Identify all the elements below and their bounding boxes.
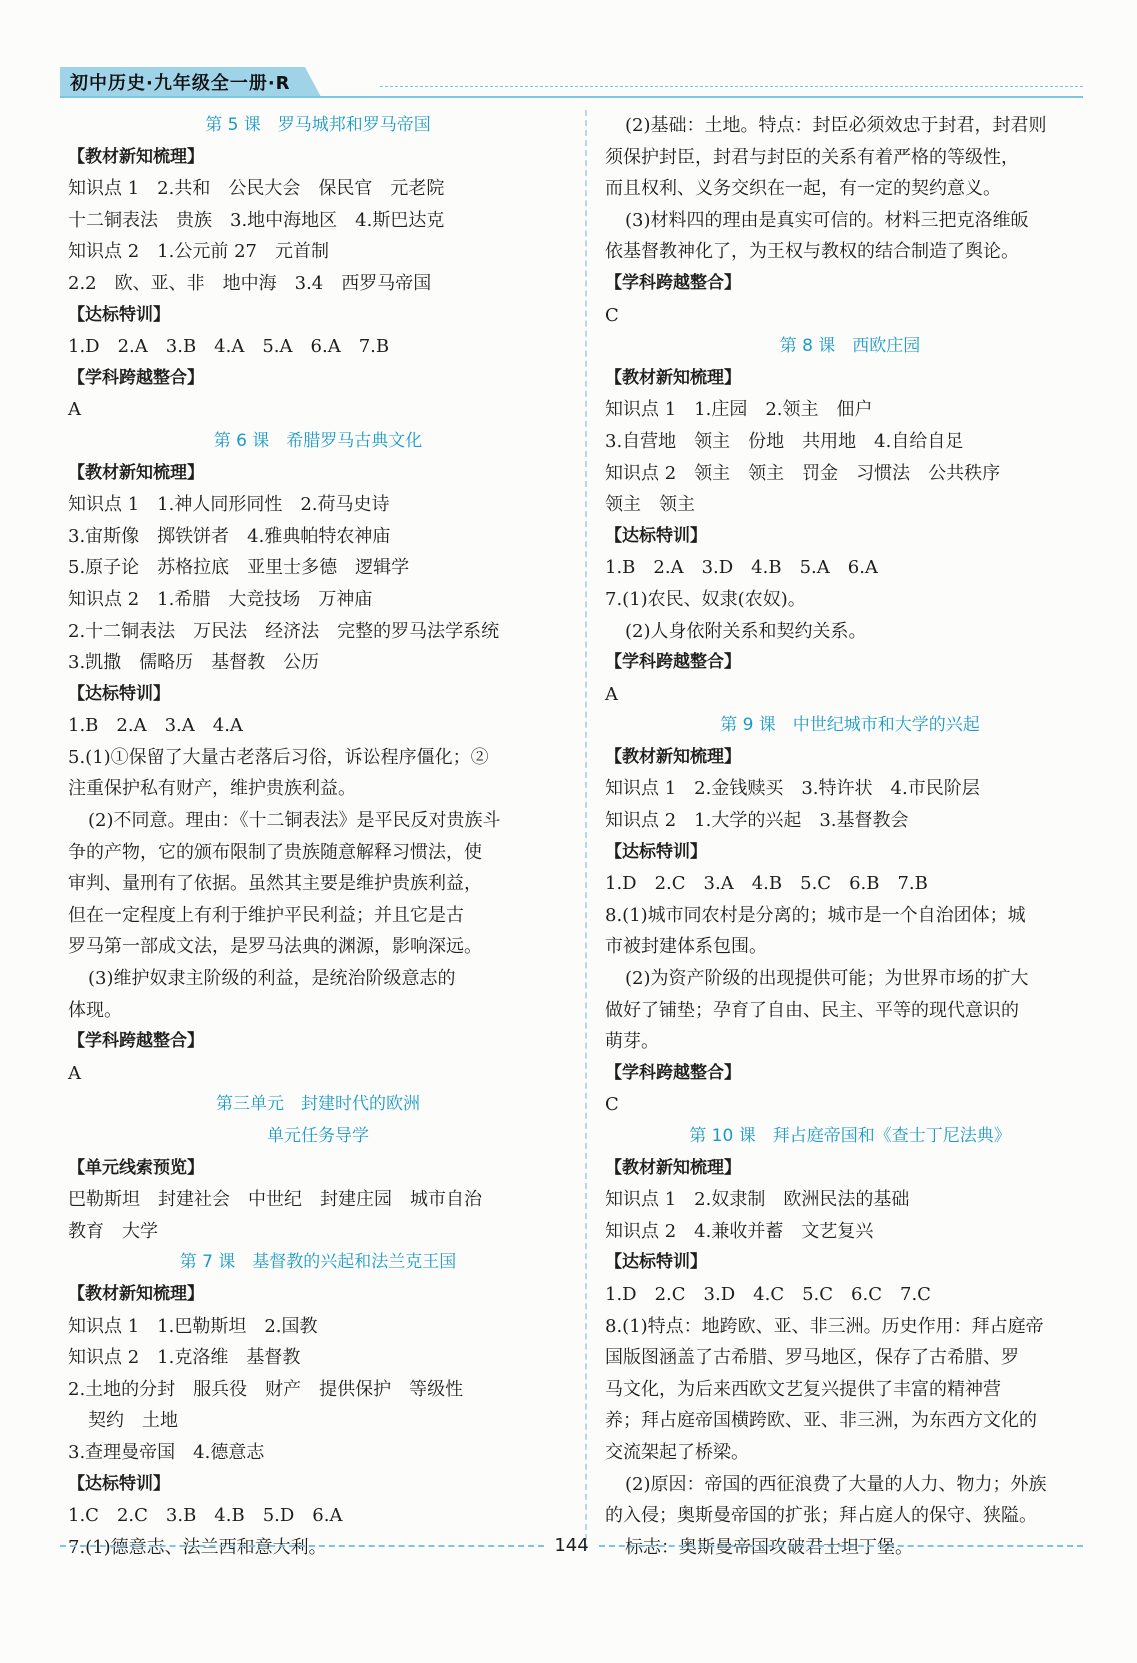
section-heading: 【教材新知梳理】 bbox=[605, 1157, 741, 1178]
answer-line: 5.(1)①保留了大量古老落后习俗，诉讼程序僵化；② bbox=[68, 746, 489, 768]
lesson-heading: 第 5 课 罗马城邦和罗马帝国 bbox=[205, 115, 431, 135]
answer-line: 3.凯撒 儒略历 基督教 公历 bbox=[68, 652, 320, 674]
answer-line: 8.(1)城市同农村是分离的；城市是一个自治团体；城 bbox=[605, 904, 1026, 926]
answer-line: 体现。 bbox=[68, 999, 122, 1021]
answer-line: A bbox=[68, 399, 81, 421]
section-heading: 【单元线索预览】 bbox=[68, 1157, 204, 1178]
answer-line: 争的产物，它的颁布限制了贵族随意解释习惯法，使 bbox=[68, 841, 482, 863]
right-column bbox=[605, 110, 1095, 1563]
answer-line: 知识点 1 1.巴勒斯坦 2.国教 bbox=[68, 1315, 318, 1337]
header-rule bbox=[60, 96, 1083, 98]
lesson-heading: 第 9 课 中世纪城市和大学的兴起 bbox=[720, 715, 980, 736]
answer-line: (2)人身依附关系和契约关系。 bbox=[625, 620, 867, 642]
answer-line: 1.D 2.C 3.D 4.C 5.C 6.C 7.C bbox=[605, 1283, 931, 1305]
answer-line: 知识点 1 2.金钱赎买 3.特许状 4.市民阶层 bbox=[605, 778, 980, 800]
answer-line: 做好了铺垫；孕育了自由、民主、平等的现代意识的 bbox=[605, 999, 1019, 1021]
book-title: 初中历史·九年级全一册·R bbox=[70, 73, 291, 94]
section-heading: 【学科跨越整合】 bbox=[605, 272, 741, 293]
section-heading: 【教材新知梳理】 bbox=[68, 462, 204, 483]
answer-line: 3.查理曼帝国 4.德意志 bbox=[68, 1441, 265, 1463]
section-heading: 【达标特训】 bbox=[68, 683, 170, 704]
answer-line: 罗马第一部成文法，是罗马法典的渊源，影响深远。 bbox=[68, 936, 482, 958]
section-heading: 【达标特训】 bbox=[605, 525, 707, 546]
answer-line: 2.土地的分封 服兵役 财产 提供保护 等级性 bbox=[68, 1378, 464, 1400]
column-divider bbox=[585, 110, 587, 1550]
left-column bbox=[68, 110, 568, 1563]
answer-line: 十二铜表法 贵族 3.地中海地区 4.斯巴达克 bbox=[68, 209, 445, 231]
answer-line: 知识点 2 4.兼收并蓄 文艺复兴 bbox=[605, 1220, 874, 1242]
lesson-heading: 第 10 课 拜占庭帝国和《查士丁尼法典》 bbox=[689, 1126, 1011, 1146]
lesson-heading: 第 6 课 希腊罗马古典文化 bbox=[213, 430, 423, 451]
answer-line: 1.B 2.A 3.A 4.A bbox=[68, 715, 243, 737]
section-heading: 【达标特训】 bbox=[605, 1252, 707, 1273]
header-bar bbox=[60, 67, 305, 97]
lesson-heading: 第 8 课 西欧庄园 bbox=[779, 336, 921, 357]
answer-line: (3)维护奴隶主阶级的利益，是统治阶级意志的 bbox=[88, 968, 456, 990]
answer-line: 知识点 2 1.大学的兴起 3.基督教会 bbox=[605, 810, 909, 832]
answer-line: 1.D 2.C 3.A 4.B 5.C 6.B 7.B bbox=[605, 873, 928, 895]
answer-line: 2.2 欧、亚、非 地中海 3.4 西罗马帝国 bbox=[68, 272, 432, 294]
answer-line: 知识点 1 2.共和 公民大会 保民官 元老院 bbox=[68, 178, 445, 200]
page-number: 144 bbox=[554, 1535, 589, 1556]
answer-line: 交流架起了桥梁。 bbox=[605, 1441, 749, 1463]
section-heading: 【达标特训】 bbox=[605, 841, 707, 862]
footer-rule-left bbox=[60, 1545, 544, 1547]
answer-line: C bbox=[605, 1094, 619, 1116]
answer-line: 知识点 1 1.庄园 2.领主 佃户 bbox=[605, 399, 873, 421]
answer-line: 1.D 2.A 3.B 4.A 5.A 6.A 7.B bbox=[68, 336, 390, 358]
lesson-heading: 第三单元 封建时代的欧洲 bbox=[216, 1094, 420, 1115]
answer-line: 审判、量刑有了依据。虽然其主要是维护贵族利益， bbox=[68, 873, 482, 895]
answer-line: 知识点 2 领主 领主 罚金 习惯法 公共秩序 bbox=[605, 462, 1001, 484]
section-heading: 【学科跨越整合】 bbox=[605, 1062, 741, 1083]
header-dashed-rule bbox=[380, 86, 1083, 87]
answer-line: 7.(1)德意志、法兰西和意大利。 bbox=[68, 1536, 327, 1558]
answer-line: 3.自营地 领主 份地 共用地 4.自给自足 bbox=[605, 430, 964, 452]
answer-line: C bbox=[605, 304, 619, 326]
answer-line: 知识点 2 1.克洛维 基督教 bbox=[68, 1347, 301, 1369]
answer-line: 知识点 2 1.公元前 27 元首制 bbox=[68, 241, 329, 263]
answer-line: 马文化，为后来西欧文艺复兴提供了丰富的精神营 bbox=[605, 1378, 1001, 1400]
answer-line: 注重保护私有财产，维护贵族利益。 bbox=[68, 778, 356, 800]
page-footer bbox=[60, 1535, 1083, 1556]
answer-line: 但在一定程度上有利于维护平民利益；并且它是古 bbox=[68, 904, 464, 926]
answer-line: 标志：奥斯曼帝国攻破君士坦丁堡。 bbox=[625, 1536, 913, 1558]
section-heading: 【学科跨越整合】 bbox=[605, 652, 741, 673]
section-heading: 【学科跨越整合】 bbox=[68, 367, 204, 388]
section-heading: 【达标特训】 bbox=[68, 1473, 170, 1494]
answer-line: 5.原子论 苏格拉底 亚里士多德 逻辑学 bbox=[68, 557, 410, 579]
section-heading: 【教材新知梳理】 bbox=[605, 746, 741, 767]
answer-line: 3.宙斯像 掷铁饼者 4.雅典帕特农神庙 bbox=[68, 525, 391, 547]
answer-line: 养；拜占庭帝国横跨欧、亚、非三洲，为东西方文化的 bbox=[605, 1410, 1037, 1432]
footer-rule-right bbox=[599, 1545, 1083, 1547]
answer-line: 巴勒斯坦 封建社会 中世纪 封建庄园 城市自治 bbox=[68, 1189, 482, 1211]
section-heading: 【达标特训】 bbox=[68, 304, 170, 325]
answer-line: 8.(1)特点：地跨欧、亚、非三洲。历史作用：拜占庭帝 bbox=[605, 1315, 1044, 1337]
answer-line: (3)材料四的理由是真实可信的。材料三把克洛维皈 bbox=[625, 209, 1029, 231]
answer-line: 契约 土地 bbox=[88, 1410, 178, 1432]
answer-line: 7.(1)农民、奴隶(农奴)。 bbox=[605, 588, 806, 610]
answer-line: 2.十二铜表法 万民法 经济法 完整的罗马法学系统 bbox=[68, 620, 500, 642]
answer-line: 领主 领主 bbox=[605, 494, 695, 516]
section-heading: 【学科跨越整合】 bbox=[68, 1031, 204, 1052]
answer-line: 教育 大学 bbox=[68, 1220, 158, 1242]
answer-line: 依基督教神化了，为王权与教权的结合制造了舆论。 bbox=[605, 241, 1019, 263]
answer-line: 的入侵；奥斯曼帝国的扩张；拜占庭人的保守、狭隘。 bbox=[605, 1505, 1037, 1527]
answer-line: 知识点 1 2.奴隶制 欧洲民法的基础 bbox=[605, 1189, 910, 1211]
answer-line: 知识点 1 1.神人同形同性 2.荷马史诗 bbox=[68, 494, 390, 516]
answer-line: 市被封建体系包围。 bbox=[605, 936, 767, 958]
section-heading: 【教材新知梳理】 bbox=[68, 1283, 204, 1304]
answer-line: 1.C 2.C 3.B 4.B 5.D 6.A bbox=[68, 1505, 343, 1527]
answer-line: (2)基础：土地。特点：封臣必须效忠于封君，封君则 bbox=[625, 115, 1047, 136]
answer-line: (2)为资产阶级的出现提供可能；为世界市场的扩大 bbox=[625, 968, 1029, 990]
answer-line: 而且权利、义务交织在一起，有一定的契约意义。 bbox=[605, 178, 1001, 200]
answer-line: (2)不同意。理由：《十二铜表法》是平民反对贵族斗 bbox=[88, 810, 501, 832]
answer-line: A bbox=[68, 1062, 81, 1084]
answer-line: (2)原因：帝国的西征浪费了大量的人力、物力；外族 bbox=[625, 1473, 1047, 1495]
lesson-heading: 第 7 课 基督教的兴起和法兰克王国 bbox=[179, 1252, 457, 1273]
lesson-heading: 单元任务导学 bbox=[267, 1126, 369, 1146]
answer-line: 萌芽。 bbox=[605, 1031, 659, 1053]
answer-line: 须保护封臣，封君与封臣的关系有着严格的等级性， bbox=[605, 146, 1019, 168]
answer-line: 国版图涵盖了古希腊、罗马地区，保存了古希腊、罗 bbox=[605, 1347, 1019, 1369]
answer-line: 1.B 2.A 3.D 4.B 5.A 6.A bbox=[605, 557, 878, 579]
section-heading: 【教材新知梳理】 bbox=[605, 367, 741, 388]
answer-line: A bbox=[605, 683, 618, 705]
answer-line: 知识点 2 1.希腊 大竞技场 万神庙 bbox=[68, 588, 373, 610]
section-heading: 【教材新知梳理】 bbox=[68, 146, 204, 167]
